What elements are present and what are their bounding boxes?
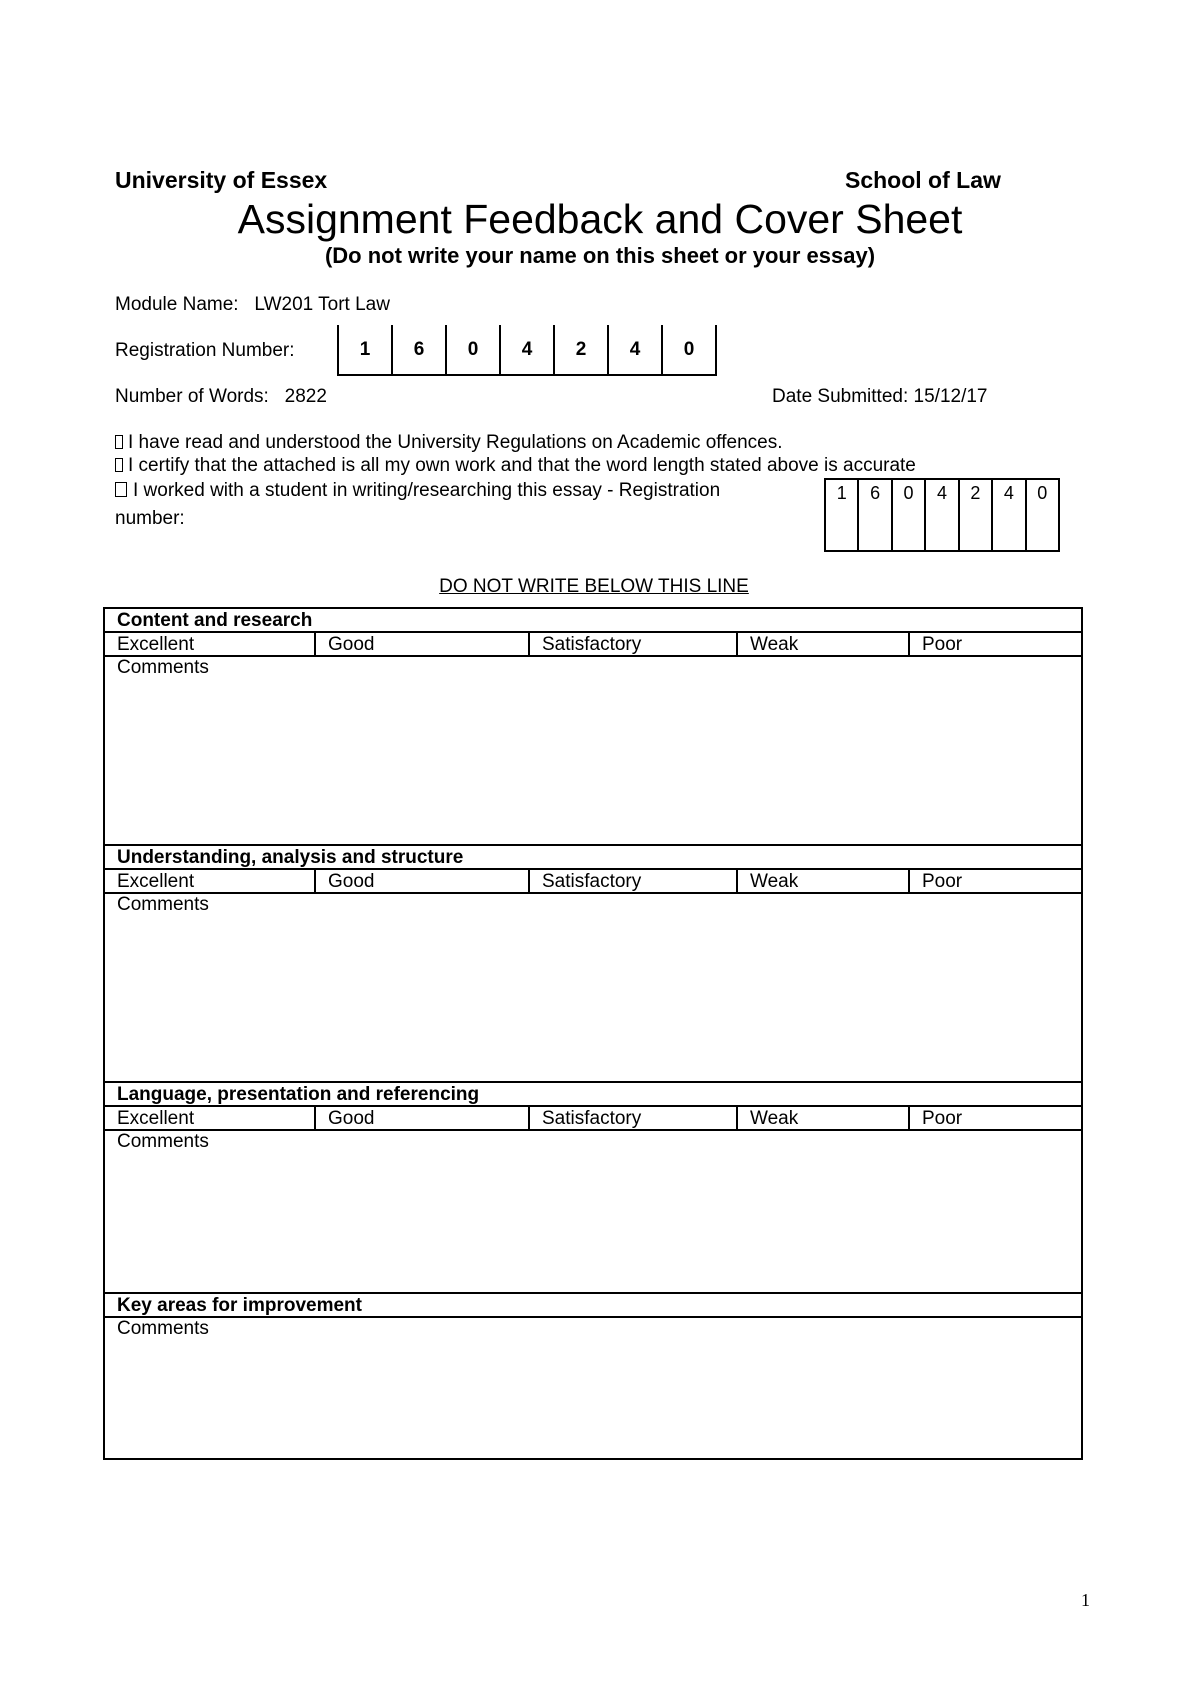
- page-subtitle: (Do not write your name on this sheet or your essay): [324, 243, 876, 268]
- institution-name: University of Essex: [115, 167, 328, 193]
- grade-poor[interactable]: Poor: [922, 634, 963, 655]
- registration-digit: 1: [339, 325, 393, 374]
- grade-weak[interactable]: Weak: [738, 870, 910, 892]
- comments-label: Comments: [117, 1318, 209, 1339]
- section-heading: Language, presentation and referencing: [105, 1083, 1081, 1107]
- declaration-collaboration: I worked with a student in writing/researching this essay - Registration: [115, 480, 720, 502]
- registration-digit: 4: [609, 325, 663, 374]
- word-count-field: [115, 386, 327, 408]
- feedback-table: [103, 607, 1083, 1460]
- declaration-regulations: I have read and understood the University Regulations on Academic offences.: [115, 432, 783, 454]
- module-name-label: Module Name:: [115, 294, 239, 315]
- module-name-field: [115, 294, 390, 316]
- registration-digit: 6: [393, 325, 447, 374]
- registration-digit: 0: [447, 325, 501, 374]
- comments-box[interactable]: [105, 657, 1081, 846]
- date-submitted-label: Date Submitted:: [772, 386, 909, 407]
- grade-weak[interactable]: Weak: [738, 633, 910, 655]
- grade-satisfactory[interactable]: Satisfactory: [530, 633, 738, 655]
- comments-label: Comments: [117, 657, 209, 678]
- checkbox-icon[interactable]: [115, 435, 123, 449]
- comments-label: Comments: [117, 894, 209, 915]
- grade-excellent[interactable]: Excellent: [105, 870, 316, 892]
- section-heading: Content and research: [105, 609, 1081, 633]
- grade-good[interactable]: Good: [316, 1107, 530, 1129]
- registration-digit: 2: [555, 325, 609, 374]
- checkbox-icon[interactable]: [115, 458, 123, 472]
- grade-good[interactable]: Good: [316, 870, 530, 892]
- page-number: 1: [1081, 1590, 1090, 1610]
- date-submitted-value: 15/12/17: [913, 386, 988, 407]
- registration-number-boxes: [337, 325, 717, 376]
- comments-box[interactable]: [105, 1318, 1081, 1458]
- section-heading: Understanding, analysis and structure: [105, 846, 1081, 870]
- declaration-collaboration-continued: number:: [115, 508, 185, 529]
- collaborator-digit: 4: [993, 480, 1026, 550]
- comments-box[interactable]: [105, 1131, 1081, 1294]
- grade-weak[interactable]: Weak: [738, 1107, 910, 1129]
- collaborator-digit: 0: [1037, 483, 1048, 503]
- comments-box[interactable]: [105, 894, 1081, 1083]
- registration-digit: 0: [663, 325, 717, 374]
- grade-excellent[interactable]: Excellent: [105, 1107, 316, 1129]
- grade-row: [105, 633, 1081, 657]
- grade-good[interactable]: Good: [316, 633, 530, 655]
- collaborator-digit: 1: [826, 480, 859, 550]
- page-title: Assignment Feedback and Cover Sheet: [237, 196, 963, 242]
- comments-label: Comments: [117, 1131, 209, 1152]
- grade-row: [105, 1107, 1081, 1131]
- collaborator-digit: 6: [859, 480, 892, 550]
- school-name: School of Law: [845, 167, 1001, 193]
- collaborator-digit: 2: [960, 480, 993, 550]
- collaborator-registration-boxes: [824, 478, 1060, 552]
- section-heading: Key areas for improvement: [105, 1294, 1081, 1318]
- module-name-value: LW201 Tort Law: [254, 294, 390, 315]
- do-not-write-divider: DO NOT WRITE BELOW THIS LINE: [439, 576, 749, 597]
- grade-excellent[interactable]: Excellent: [105, 633, 316, 655]
- grade-row: [105, 870, 1081, 894]
- registration-number-label: Registration Number:: [115, 340, 295, 361]
- declaration-own-work: I certify that the attached is all my own work and that the word length stated above is accurate: [115, 455, 916, 477]
- date-submitted-field: [772, 386, 988, 408]
- checkbox-icon[interactable]: [115, 482, 127, 497]
- grade-satisfactory[interactable]: Satisfactory: [530, 870, 738, 892]
- word-count-label: Number of Words:: [115, 386, 269, 407]
- registration-digit: 4: [501, 325, 555, 374]
- collaborator-digit: 0: [893, 480, 926, 550]
- word-count-value: 2822: [284, 386, 327, 407]
- grade-satisfactory[interactable]: Satisfactory: [530, 1107, 738, 1129]
- collaborator-digit: 4: [926, 480, 959, 550]
- grade-poor[interactable]: Poor: [922, 1108, 963, 1129]
- grade-poor[interactable]: Poor: [922, 871, 963, 892]
